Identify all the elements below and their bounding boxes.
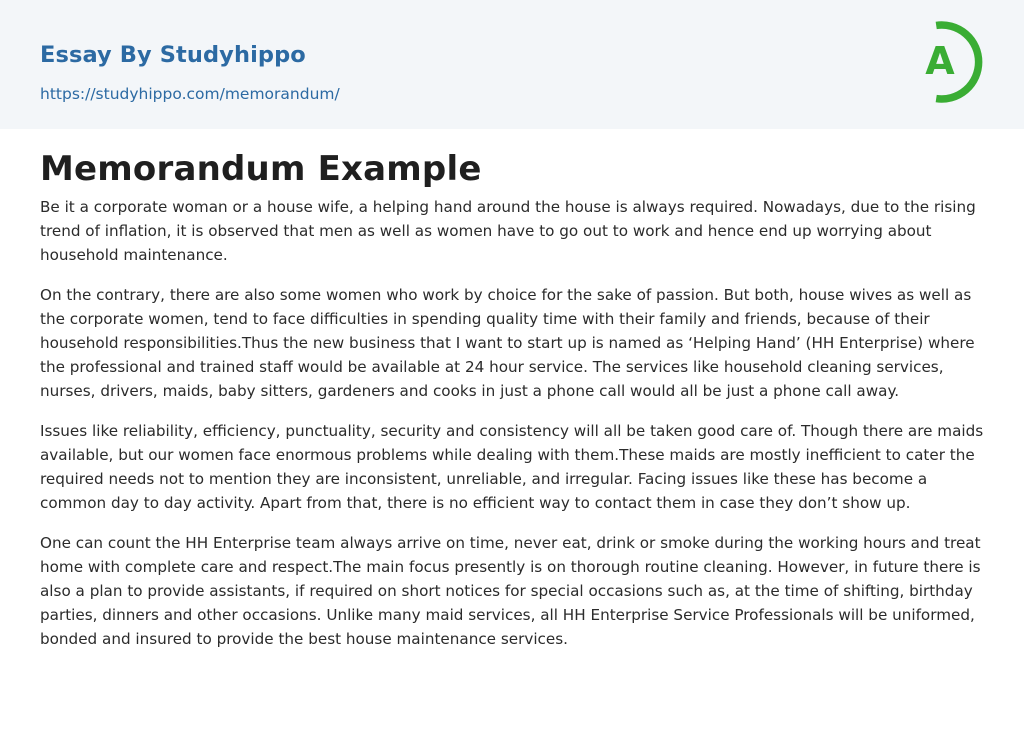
logo-letter: A — [925, 39, 955, 83]
paragraph-3: Issues like reliability, efficiency, punctuality, security and consistency will all be taken good care of. Though there are maids available, but our women face enormous problems while dealing with them.These maids are mostly inefficient to cater the required needs not to mention they are inconsistent, unreliable, and irregular. Facing issues like these has become a common day to day activity. Apart from that, there is no efficient way to contact them in case they don’t show up. — [40, 422, 984, 512]
essay-url-link[interactable]: https://studyhippo.com/memorandum/ — [40, 85, 340, 103]
studyhippo-logo-icon[interactable] — [912, 19, 988, 105]
brand-title[interactable]: Essay By Studyhippo — [40, 42, 306, 68]
page-title: Memorandum Example — [40, 149, 482, 189]
paragraph-1: Be it a corporate woman or a house wife, a helping hand around the house is always required. Nowadays, due to the rising trend of inflation, it is observed that men as well as women have to go out to work and hence end up worrying about household maintenance. — [40, 198, 976, 264]
paragraph-2: On the contrary, there are also some women who work by choice for the sake of passion. But both, house wives as well as the corporate women, tend to face difficulties in spending quality time with their family and friends, because of their household responsibilities.Thus the new business that I want to start up is named as ‘Helping Hand’ (HH Enterprise) where the professional and trained staff would be available at 24 hour service. The services like household cleaning services, nurses, drivers, maids, baby sitters, gardeners and cooks in just a phone call would all be just a phone call away. — [40, 286, 975, 400]
site-header — [0, 0, 1024, 129]
article-body — [0, 129, 1024, 651]
paragraph-4: One can count the HH Enterprise team always arrive on time, never eat, drink or smoke during the working hours and treat home with complete care and respect.The main focus presently is on thorough routine cleaning. However, in future there is also a plan to provide assistants, if required on short notices for special occasions such as, at the time of shifting, birthday parties, dinners and other occasions. Unlike many maid services, all HH Enterprise Service Professionals will be uniformed, bonded and insured to provide the best house maintenance services. — [40, 534, 981, 648]
